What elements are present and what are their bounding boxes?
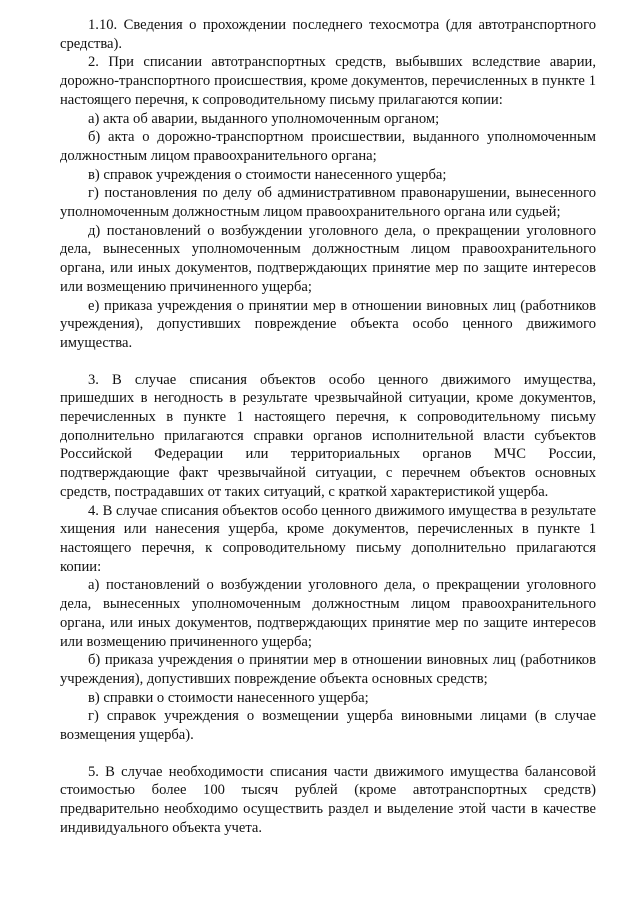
paragraph-4c: в) справки о стоимости нанесенного ущерба; [88, 689, 369, 706]
paragraph-2f: е) приказа учреждения о принятии мер в отношении виновных лиц (работников учреждения), допустивших повреждение объекта особо ценного движимого имущества. [60, 297, 596, 351]
paragraph-2a: а) акта об аварии, выданного уполномоченным органом; [88, 110, 440, 127]
paragraph-2d: г) постановления по делу об административном правонарушении, вынесенного уполномоченным должностным лицом правоохранительного органа или судьей; [60, 185, 596, 221]
paragraph-3: 3. В случае списания объектов особо ценного движимого имущества, пришедших в негодность в результате чрезвычайной ситуации, кроме документов, перечисленных в пункте 1 настоящего перечня, к сопроводительному письму дополнительно прилагаются справки органов исполнительной власти субъектов Российской Федерации или территориальных органов МЧС России, подтверждающие факт чрезвычайной ситуации, с перечнем объектов основных средств, пострадавших от таких ситуаций, с краткой характеристикой ущерба. [60, 371, 596, 500]
paragraph-4a: а) постановлений о возбуждении уголовного дела, о прекращении уголовного дела, вынесенных уполномоченным должностным лицом правоохранительного органа, или иных документов, подтверждающих принятие мер по защите интересов или возмещению причиненного ущерба; [60, 577, 596, 650]
paragraph-1-10: 1.10. Сведения о прохождении последнего техосмотра (для автотранспортного средства). [60, 17, 596, 52]
paragraph-2: 2. При списании автотранспортных средств, выбывших вследствие аварии, дорожно-транспортного происшествия, кроме документов, перечисленных в пункте 1 настоящего перечня, к сопроводительному письму прилагаются копии: [60, 54, 596, 108]
paragraph-5: 5. В случае необходимости списания части движимого имущества балансовой стоимостью более 100 тысяч рублей (кроме автотранспортных средств) предварительно необходимо осуществить раздел и выделение этой части в качестве индивидуального объекта учета. [60, 763, 596, 836]
paragraph-4: 4. В случае списания объектов особо ценного движимого имущества в результате хищения или нанесения ущерба, кроме документов, перечисленных в пункте 1 настоящего перечня, к сопроводительному письму дополнительно прилагаются копии: [60, 502, 596, 575]
paragraph-2c: в) справок учреждения о стоимости нанесенного ущерба; [88, 166, 447, 183]
paragraph-4b: б) приказа учреждения о принятии мер в отношении виновных лиц (работников учреждения), допустивших повреждение объекта основных средств; [60, 652, 596, 687]
paragraph-4d: г) справок учреждения о возмещении ущерба виновными лицами (в случае возмещения ущерба). [60, 708, 596, 744]
paragraph-2e: д) постановлений о возбуждении уголовного дела, о прекращении уголовного дела, вынесенных уполномоченным должностным лицом правоохранительного органа, или иных документов, подтверждающих принятие мер по защите интересов или возмещению причиненного ущерба; [60, 222, 596, 295]
paragraph-2b: б) акта о дорожно-транспортном происшествии, выданного уполномоченным должностным лицом правоохранительного органа; [60, 129, 596, 164]
